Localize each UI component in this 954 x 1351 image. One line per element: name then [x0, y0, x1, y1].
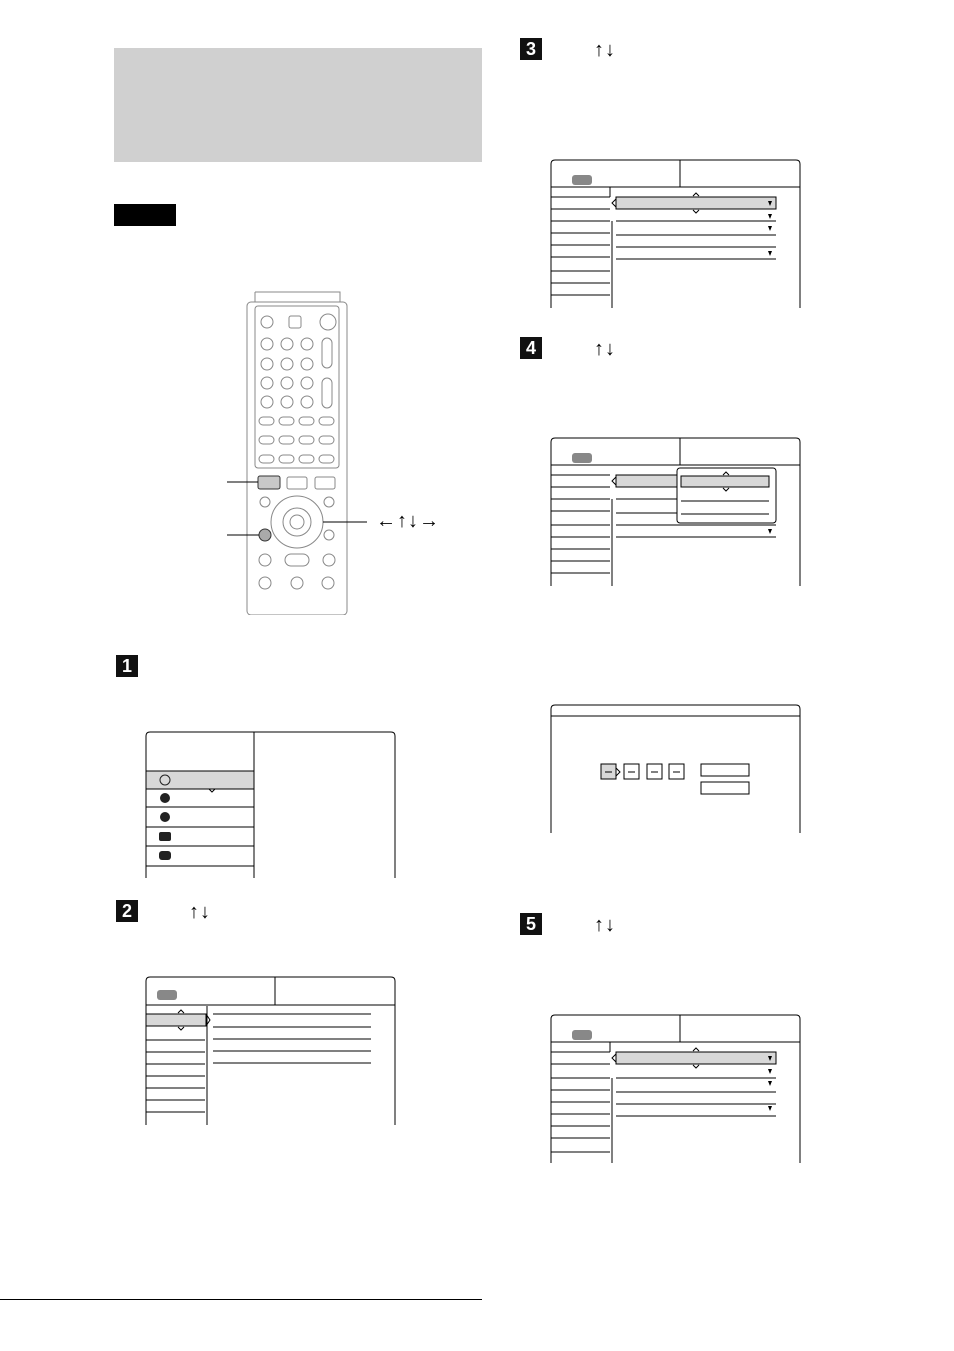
note-tag	[114, 204, 176, 226]
step-5-badge: 5	[520, 913, 542, 935]
remote-control-illustration	[215, 290, 445, 615]
screen-option-popup	[550, 437, 802, 587]
screen-password-entry	[550, 704, 802, 834]
screen-setup-result	[550, 1014, 802, 1164]
section-title-band	[114, 48, 482, 162]
page-bottom-rule	[0, 1299, 482, 1300]
step-5-keys: ↑↓	[594, 914, 616, 936]
arrow-keys-label: ←↑↓→	[376, 510, 440, 532]
screen-setup-category	[145, 976, 397, 1126]
screen-main-menu	[145, 731, 397, 879]
step-2-keys: ↑↓	[189, 901, 211, 923]
step-3-keys: ↑↓	[594, 39, 616, 61]
step-4-badge: 4	[520, 337, 542, 359]
screen-setup-items	[550, 159, 802, 309]
step-1-badge: 1	[116, 655, 138, 677]
step-4-keys: ↑↓	[594, 338, 616, 360]
step-2-badge: 2	[116, 900, 138, 922]
step-3-badge: 3	[520, 38, 542, 60]
